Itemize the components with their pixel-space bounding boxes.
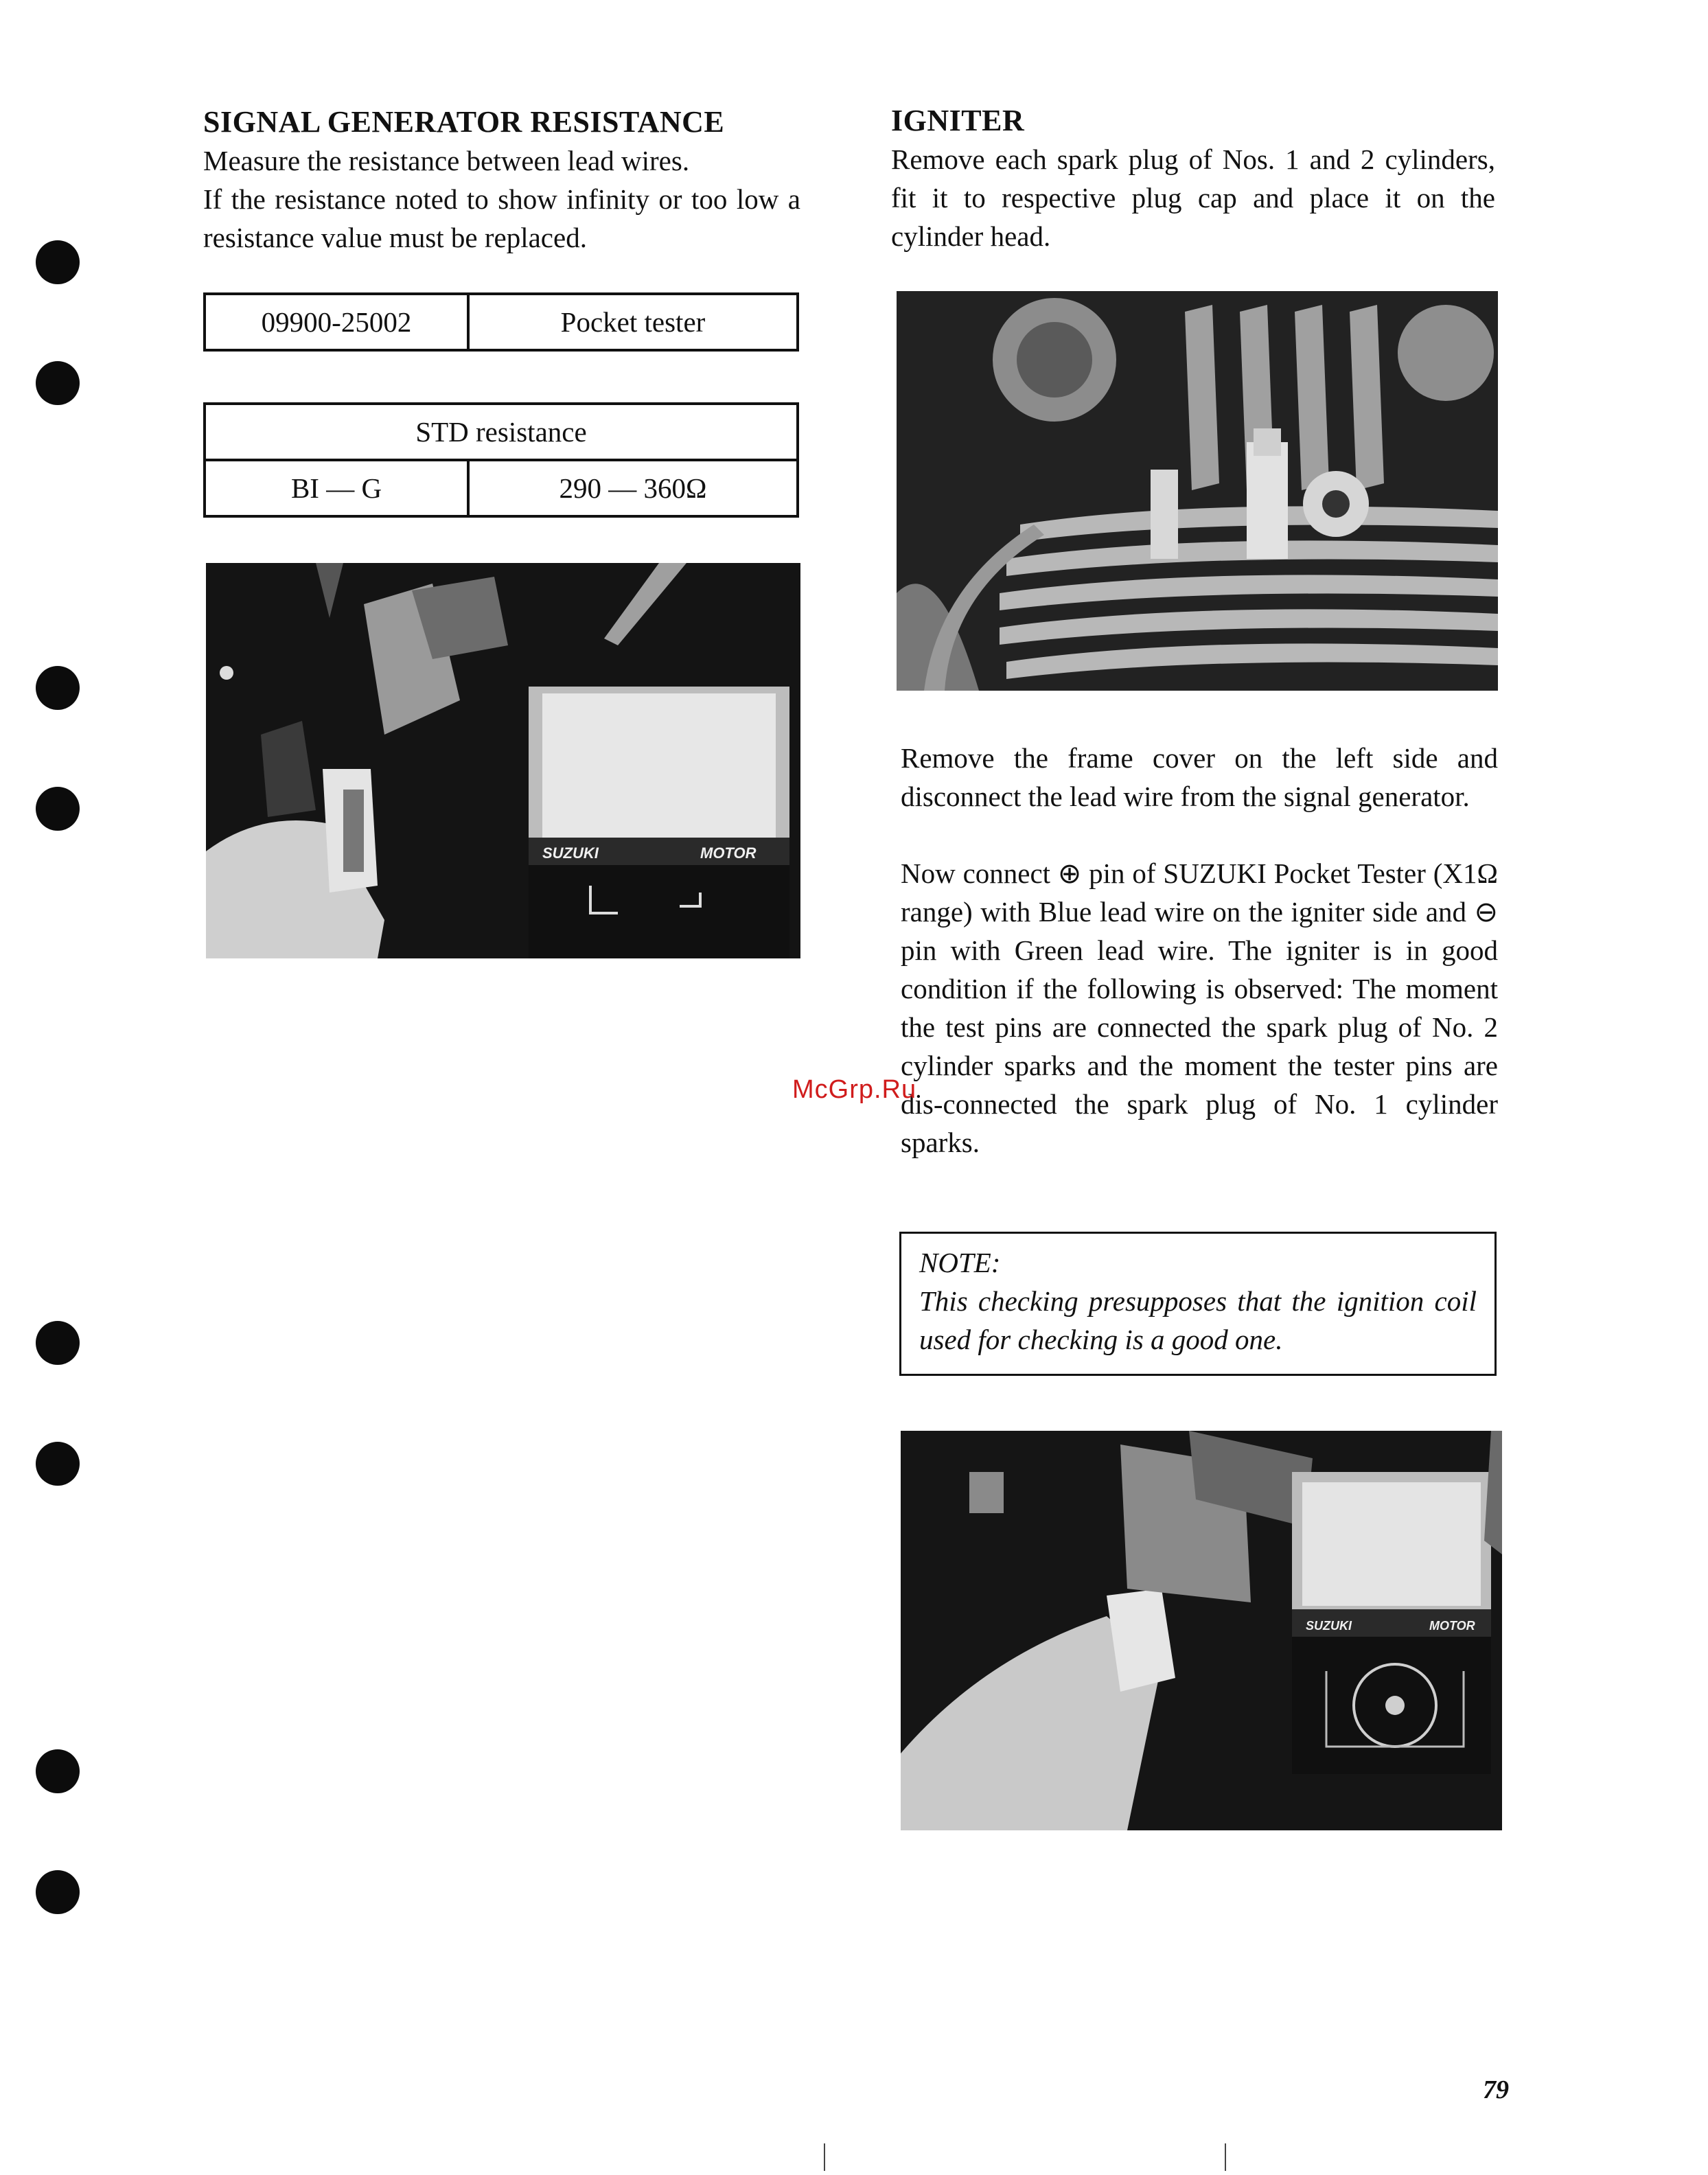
body-text: If the resistance noted to show infinity or too low a resistance value must be replaced. [203, 183, 800, 253]
body-text: Measure the resistance between lead wires. [203, 145, 690, 176]
resistance-value: 290 — 360Ω [468, 460, 798, 516]
binder-hole [36, 1442, 80, 1486]
tool-name: Pocket tester [468, 294, 798, 350]
svg-text:MOTOR: MOTOR [1429, 1619, 1475, 1633]
igniter-procedure: Remove the frame cover on the left side and disconnect the lead wire from the signal generator. [901, 742, 1498, 812]
resistance-lead: BI — G [205, 460, 468, 516]
crop-mark [1225, 2143, 1226, 2171]
svg-text:SUZUKI: SUZUKI [542, 844, 599, 862]
photo-igniter-test [901, 1431, 1502, 1830]
body-text: Remove each spark plug of Nos. 1 and 2 cylinders, fit it to respective plug cap and place it on the cylinder head. [891, 143, 1495, 252]
page-number: 79 [1483, 2075, 1509, 2104]
resistance-header: STD resistance [205, 404, 798, 460]
binder-hole [36, 361, 80, 405]
note-text: This checking presupposes that the ignition coil used for checking is a good one. [919, 1285, 1477, 1355]
svg-text:SUZUKI: SUZUKI [1306, 1619, 1352, 1633]
tool-table [203, 292, 799, 352]
section-heading: IGNITER [891, 104, 1025, 137]
binder-hole [36, 1321, 80, 1365]
igniter-section [891, 102, 1495, 255]
note-box [899, 1232, 1497, 1376]
binder-hole [36, 666, 80, 710]
binder-hole [36, 787, 80, 831]
binder-hole [36, 1870, 80, 1914]
binder-hole [36, 1749, 80, 1793]
igniter-procedure: Now connect ⊕ pin of SUZUKI Pocket Tester (X1Ω range) with Blue lead wire on the igniter side and ⊖ pin with Green lead wire. The igniter is in good condition if the following is observed: The moment the test pins are connected the spark plug of No. 2 cylinder sparks and the moment the tester pins are dis-connected the spark plug of No. 1 cylinder sparks. [901, 858, 1498, 1158]
tool-number: 09900-25002 [205, 294, 468, 350]
photo-signal-generator-test [206, 563, 800, 958]
section-heading: SIGNAL GENERATOR RESISTANCE [203, 105, 725, 139]
binder-hole [36, 240, 80, 284]
note-label: NOTE: [919, 1247, 1001, 1278]
crop-mark [824, 2143, 825, 2171]
photo-cylinder-head [897, 291, 1498, 691]
watermark: McGrp.Ru [792, 1075, 917, 1104]
signal-generator-section [203, 103, 800, 257]
resistance-table [203, 402, 799, 518]
svg-text:MOTOR: MOTOR [700, 844, 757, 862]
